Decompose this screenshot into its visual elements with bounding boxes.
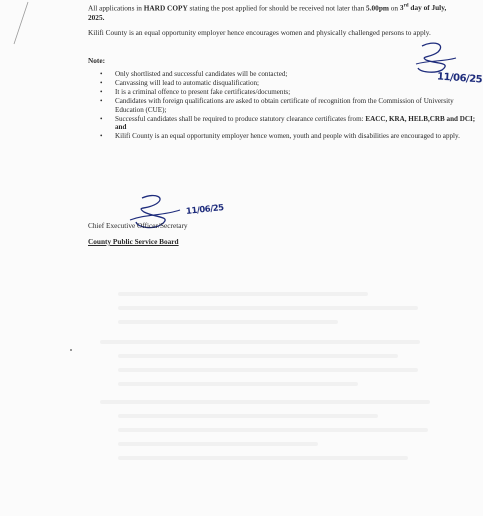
deadline-date: 3rd day of July, 2025. [88,3,447,22]
note-item: • Kilifi County is an equal opportunity employer hence women, youth and people with disabilities are encouraged to apply. [115,132,477,141]
note-item: • Candidates with foreign qualifications are asked to obtain certificate of recognition from the Commission of University Education (CUE); [115,97,477,115]
note-item: • It is a criminal offence to present fake certificates/documents; [115,88,477,97]
equal-opportunity-paragraph: Kilifi County is an equal opportunity employer hence encourages women and physically challenged persons to apply. [88,28,431,37]
handwritten-date-top: 11/06/25 [436,71,483,86]
note-item: • Only shortlisted and successful candidates will be contacted; [115,70,477,79]
clearance-bodies: EACC, KRA, HELB,CRB and DCI; and [115,114,476,132]
deadline-time: 5.00pm [366,3,389,13]
handwritten-date-bottom: 11/06/25 [185,203,225,217]
signatory-title: Chief Executive Officer/Secretary [88,221,188,230]
board-name: County Public Service Board [88,237,179,246]
note-item-clearance: • Successful candidates shall be required to produce statutory clearance certificates from: EACC, KRA, HELB,CRB and DCI; and [115,115,477,133]
notes-list [88,70,477,141]
applications-deadline-paragraph: All applications in HARD COPY stating the post applied for should be received not later than 5.00pm on 3rd day of July, 2025. [88,3,447,22]
hard-copy-emphasis: HARD COPY [143,3,188,13]
scan-edge-mark [6,0,36,50]
note-item: • Canvassing will lead to automatic disqualification; [115,79,477,88]
scan-speck [70,349,72,351]
note-heading: Note: [88,56,106,65]
